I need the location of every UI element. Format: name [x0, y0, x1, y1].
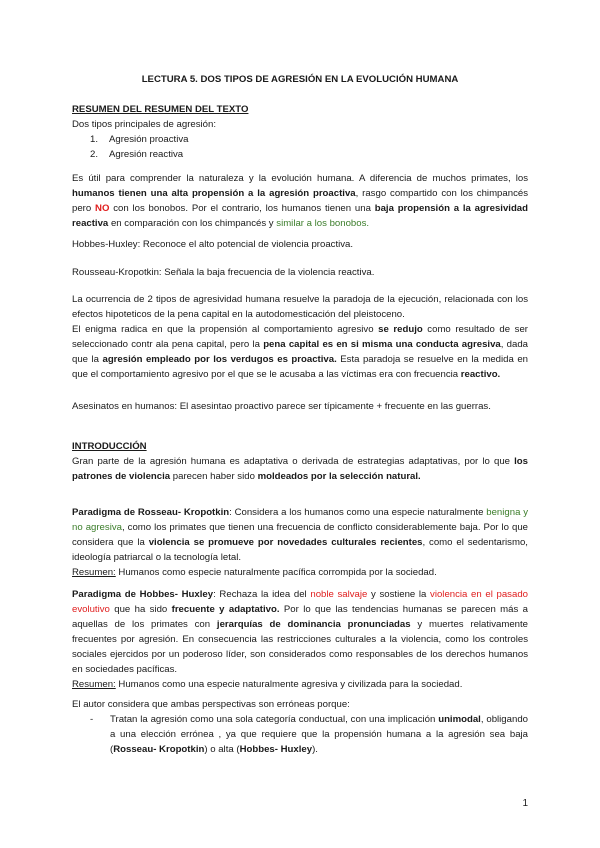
paragraph-execution-paradox: La ocurrencia de 2 tipos de agresividad humana resuelve la paradoja de la ejecución, relacionada con los efectos hipoteticos de la pena capital en la autodomesticación del pleistoceno. El enigma radica en que la propensión al comportamiento agresivo se redujo como resultado de ser seleccionado contr ala pena capital, pero la pena capital es en si misma una conducta agresiva, dada que la agresión empleado por los verdugos es proactiva. Esta paradoja se resuelve en la medida en que el comportamiento agresivo por el que se le acusaba a las víctimas era con frecuencia reactivo. [72, 294, 528, 380]
summary-intro: Dos tipos principales de agresión: [72, 119, 216, 130]
paragraph-proactive-reactive: Es útil para comprender la naturaleza y la evolución humana. A diferencia de muchos primates, los humanos tienen una alta propensión a la agresión proactiva, rasgo compartido con los chimpancés pero NO con los bonobos. Por el contrario, los humanos tienen una baja propensión a la agresividad reactiva en comparación con los chimpancés y similar a los bonobos. [72, 173, 528, 229]
summary-section [72, 102, 528, 162]
list-item: 1. Agresión proactiva [90, 134, 189, 145]
paragraph-hobbes-huxley-paradigm: Paradigma de Hobbes- Huxley: Rechaza la idea del noble salvaje y sostiene la violencia en el pasado evolutivo que ha sido frecuente y adaptativo. Por lo que las tendencias humanas se parecen más a aquellas de los primates con jerarquías de dominancia pronunciadas y muertes relativamente frecuentes por agresión. En consecuencia las restricciones culturales a la violencia, como los controles sociales ejercidos por un poderoso líder, son considerados como responsables de los derechos humanos en sociedades pacíficas. Resumen: Humanos como una especie naturalmente agresiva y civilizada para la sociedad. [72, 589, 528, 690]
aggression-types-list [72, 132, 528, 162]
paragraph-hobbes-huxley: Hobbes-Huxley: Reconoce el alto potencial de violencia proactiva. [72, 239, 354, 250]
page-number: 1 [522, 798, 528, 809]
list-item: 2. Agresión reactiva [90, 149, 184, 160]
paragraph-killings: Asesinatos en humanos: El asesintao proactivo parece ser típicamente + frecuente en las guerras. [72, 401, 491, 412]
introduction-section: INTRODUCCIÓN Gran parte de la agresión humana es adaptativa o derivada de estrategias adaptativas, por lo que los patrones de violencia parecen haber sido moldeados por la selección natural. [72, 441, 528, 482]
paragraph-rousseau-kropotkin: Rousseau-Kropotkin: Señala la baja frecuencia de la violencia reactiva. [72, 267, 375, 278]
summary-heading: RESUMEN DEL RESUMEN DEL TEXTO [72, 104, 249, 115]
list-item: - Tratan la agresión como una sola categoría conductual, con una implicación unimodal, obligando a una elección errónea , ya que requiere que la propensión humana a la agresión sea baja (Rosseau- Kropotkin) o alta (Hobbes- Huxley). [90, 714, 528, 755]
paragraph-conclusion: El autor considera que ambas perspectivas son erróneas porque: - Tratan la agresión como una sola categoría conductual, con una implicación unimodal, obligando a una elección errónea , ya que requiere que la propensión humana a la agresión sea baja (Rosseau- Kropotkin) o alta (Hobbes- Huxley). [72, 699, 528, 755]
paragraph-rosseau-kropotkin-paradigm: Paradigma de Rosseau- Kropotkin: Considera a los humanos como una especie naturalmente benigna y no agresiva, como los primates que tienen una frecuencia de conflicto considerablemente baja. Por lo que considera que la violencia se promueve por novedades culturales recientes, como el sedentarismo, ideología patriarcal o la tecnología letal. Resumen: Humanos como especie naturalmente pacífica corrompida por la sociedad. [72, 507, 529, 578]
introduction-heading: INTRODUCCIÓN [72, 441, 147, 452]
page-title: LECTURA 5. DOS TIPOS DE AGRESIÓN EN LA EVOLUCIÓN HUMANA [141, 74, 459, 85]
